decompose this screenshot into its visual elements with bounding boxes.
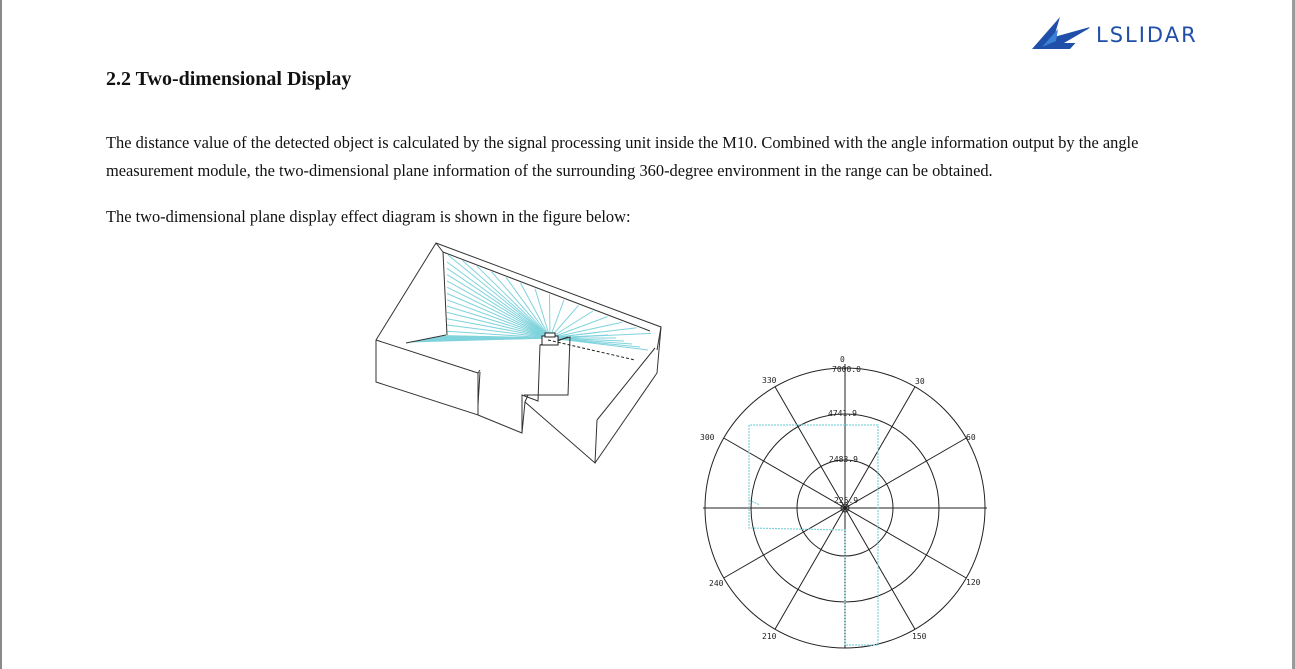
laser-ray <box>463 261 551 338</box>
angle-label-150: 150 <box>912 632 927 641</box>
laser-ray <box>550 300 564 338</box>
laser-rays <box>410 255 651 350</box>
room-scan-diagram <box>370 240 670 470</box>
angle-label-210: 210 <box>762 632 777 641</box>
body-paragraph-2: The two-dimensional plane display effect diagram is shown in the figure below: <box>106 207 631 226</box>
angle-label-120: 120 <box>966 578 981 587</box>
ring-label-outer: 7000.0 <box>832 365 861 374</box>
laser-ray <box>550 294 551 338</box>
lslidar-logo-mark-icon <box>1030 13 1092 53</box>
section-heading: 2.2 Two-dimensional Display <box>106 68 352 90</box>
polar-scan-plot <box>690 355 1000 655</box>
angle-label-300: 300 <box>700 433 715 442</box>
scan-trace <box>749 425 878 645</box>
logo-wordmark: LSLIDAR <box>1096 23 1198 47</box>
ring-label-inner: 225.9 <box>834 496 859 505</box>
body-paragraph-1: The distance value of the detected object is calculated by the signal processing unit inside the M10. Combined with the angle information output by the angle measurement module, the two-dimensional plane information of the surrounding 360-degree environment in the range can be obtained. <box>106 133 1139 180</box>
lslidar-logo <box>1030 12 1225 54</box>
ring-label-2: 4741.9 <box>828 409 857 418</box>
laser-ray <box>447 287 550 338</box>
angle-label-60: 60 <box>966 433 976 442</box>
ring-label-3: 2483.9 <box>829 455 858 464</box>
viewer-left-edge <box>0 0 2 669</box>
laser-ray <box>447 268 550 338</box>
angle-label-30: 30 <box>915 377 925 386</box>
angle-label-330: 330 <box>762 376 777 385</box>
angle-label-240: 240 <box>709 579 724 588</box>
angle-label-0: 0 <box>840 355 845 364</box>
